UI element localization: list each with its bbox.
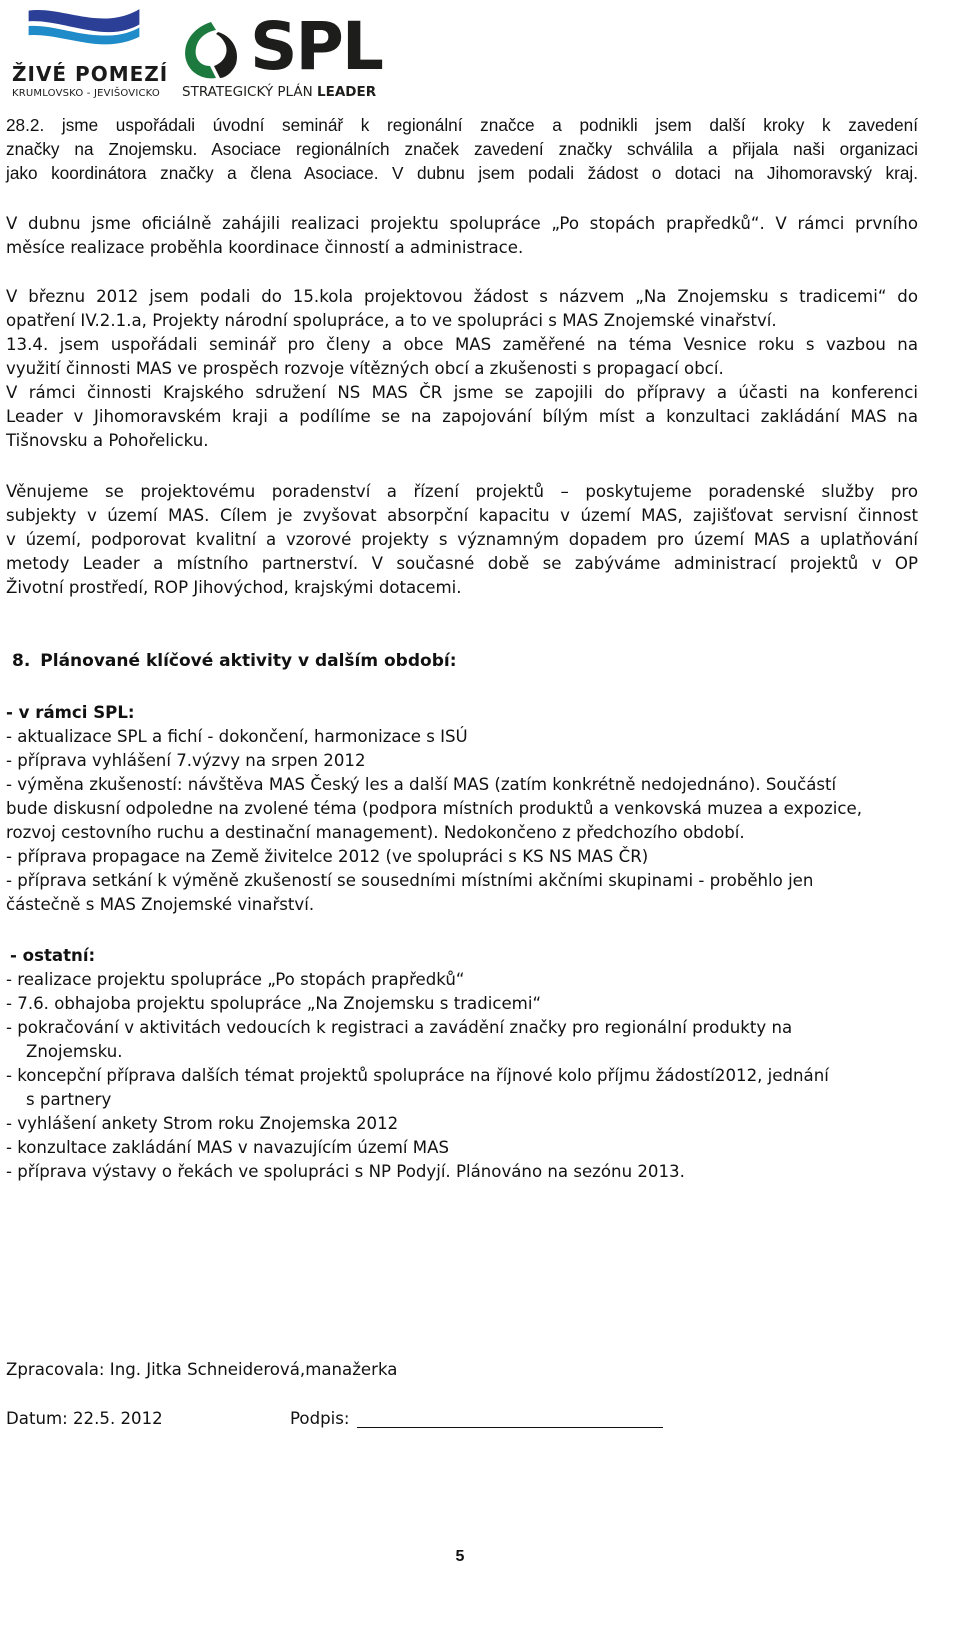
text-line: 13.4. jsem uspořádali seminář pro členy a obce MAS zaměřené na téma Vesnice roku s vazbou na [6, 335, 918, 354]
text-line: V rámci činnosti Krajského sdružení NS MAS ČR jsme se zapojili do přípravy a účasti na konferenci [6, 383, 918, 402]
logo-wave-icon [10, 6, 158, 46]
list-item: - pokračování v aktivitách vedoucích k registraci a zavádění značky pro regionální produkty na [6, 1018, 793, 1037]
list-item: částečně s MAS Znojemské vinařství. [6, 895, 315, 914]
list-item: rozvoj cestovního ruchu a destinační management). Nedokončeno z předchozího období. [6, 823, 745, 842]
text-line: měsíce realizace proběhla koordinace činností a administrace. [6, 238, 524, 257]
paragraph-venujeme [6, 480, 918, 600]
list-item: - aktualizace SPL a fichí - dokončení, harmonizace s ISÚ [6, 727, 468, 746]
list-item: - vyhlášení ankety Strom roku Znojemska 2012 [6, 1114, 399, 1133]
list-item: - výměna zkušeností: návštěva MAS Český les a další MAS (zatím konkrétně nedojednáno). Součástí [6, 775, 837, 794]
list-item: - 7.6. obhajoba projektu spolupráce „Na Znojemsku s tradicemi“ [6, 994, 542, 1013]
text-line: Tišnovsku a Pohořelicku. [6, 431, 209, 450]
spl-leaf-icon [180, 20, 242, 82]
spl-tagline-plain: STRATEGICKÝ PLÁN [182, 84, 317, 100]
text-line: Životní prostředí, ROP Jihovýchod, krajskými dotacemi. [6, 578, 462, 597]
text-line: subjekty v území MAS. Cílem je zvyšovat absorpční kapacitu v území MAS, zajišťovat servisní činnost [6, 506, 918, 525]
text-line: 28.2. jsme uspořádali úvodní seminář k regionální značce a podnikli jsem další kroky k zavedení [6, 115, 918, 135]
text-line: využití činnosti MAS ve prospěch rozvoje vítězných obcí a zkušenosti s propagací obcí. [6, 359, 724, 378]
text-line: v území, podporovat kvalitní a vzorové projekty s významným dopadem pro území MAS a uplatňování [6, 530, 918, 549]
section-title: Plánované klíčové aktivity v dalším období: [40, 651, 457, 671]
signature-label: Podpis: [290, 1409, 350, 1428]
prepared-by: Zpracovala: Ing. Jitka Schneiderová,manažerka [6, 1360, 398, 1379]
paragraph-dubnu [6, 212, 918, 260]
intro-paragraph [6, 113, 918, 185]
spl-list [6, 701, 918, 917]
text-line: metody Leader a místního partnerství. V současné době se zabýváme administrací projektů v OP [6, 554, 918, 573]
text-line: Věnujeme se projektovému poradenství a řízení projektů – poskytujeme poradenské služby pro [6, 482, 918, 501]
text-line: opatření IV.2.1.a, Projekty národní spolupráce, a to ve spolupráci s MAS Znojemské vinařství. [6, 311, 777, 330]
logo-spl [180, 10, 420, 102]
list-item: - koncepční příprava dalších témat projektů spolupráce na říjnové kolo příjmu žádostí2012, jednání [6, 1066, 829, 1085]
list-item: Znojemsku. [26, 1042, 123, 1061]
text-line: V březnu 2012 jsem podali do 15.kola projektovou žádost s názvem „Na Znojemsku s tradicemi“ do [6, 287, 918, 306]
list-item: - příprava výstavy o řekách ve spolupráci s NP Podyjí. Plánováno na sezónu 2013. [6, 1162, 685, 1181]
list-item: - příprava setkání k výměně zkušeností se sousedními místními akčními skupinami - proběhlo jen [6, 871, 814, 890]
text-line: jako koordinátora značky a člena Asociace. V dubnu jsem podali žádost o dotaci na Jihomoravský kraj. [6, 163, 918, 183]
list-item: bude diskusní odpoledne na zvolené téma (podpora místních produktů a venkovská muzea a expozice, [6, 799, 862, 818]
list-item: - příprava vyhlášení 7.výzvy na srpen 2012 [6, 751, 366, 770]
list-item: s partnery [26, 1090, 112, 1109]
logo-zive-title: ŽIVÉ POMEZÍ [12, 62, 169, 86]
list-item: - konzultace zakládání MAS v navazujícím území MAS [6, 1138, 449, 1157]
page-number: 5 [455, 1548, 465, 1565]
logo-zive-subtitle: KRUMLOVSKO - JEVIŠOVICKO [12, 88, 160, 99]
text-line: V dubnu jsme oficiálně zahájili realizaci projektu spolupráce „Po stopách prapředků“. V rámci prvního [6, 214, 918, 233]
spl-letters: SPL [250, 8, 382, 85]
list-item: - realizace projektu spolupráce „Po stopách prapředků“ [6, 970, 465, 989]
section-number: 8. [12, 651, 31, 671]
text-line: značky na Znojemsku. Asociace regionálních značek zavedení značky schválila a přijala naši organizaci [6, 139, 918, 159]
logo-zive-pomezi [8, 4, 169, 100]
section-8-heading [12, 651, 457, 671]
text-line: Leader v Jihomoravském kraji a podílíme se na zapojování bílým míst a konzultaci zakládání MAS na [6, 407, 918, 426]
list-heading: - v rámci SPL: [6, 703, 135, 722]
spl-tagline-bold: LEADER [317, 84, 377, 100]
date: Datum: 22.5. 2012 [6, 1409, 163, 1428]
signature-line [357, 1427, 663, 1428]
ostatni-list [6, 944, 918, 1184]
list-heading: - ostatní: [10, 946, 96, 965]
paragraph-breznu [6, 285, 918, 453]
list-item: - příprava propagace na Země živitelce 2012 (ve spolupráci s KS NS MAS ČR) [6, 847, 649, 866]
spl-tagline [182, 84, 376, 100]
